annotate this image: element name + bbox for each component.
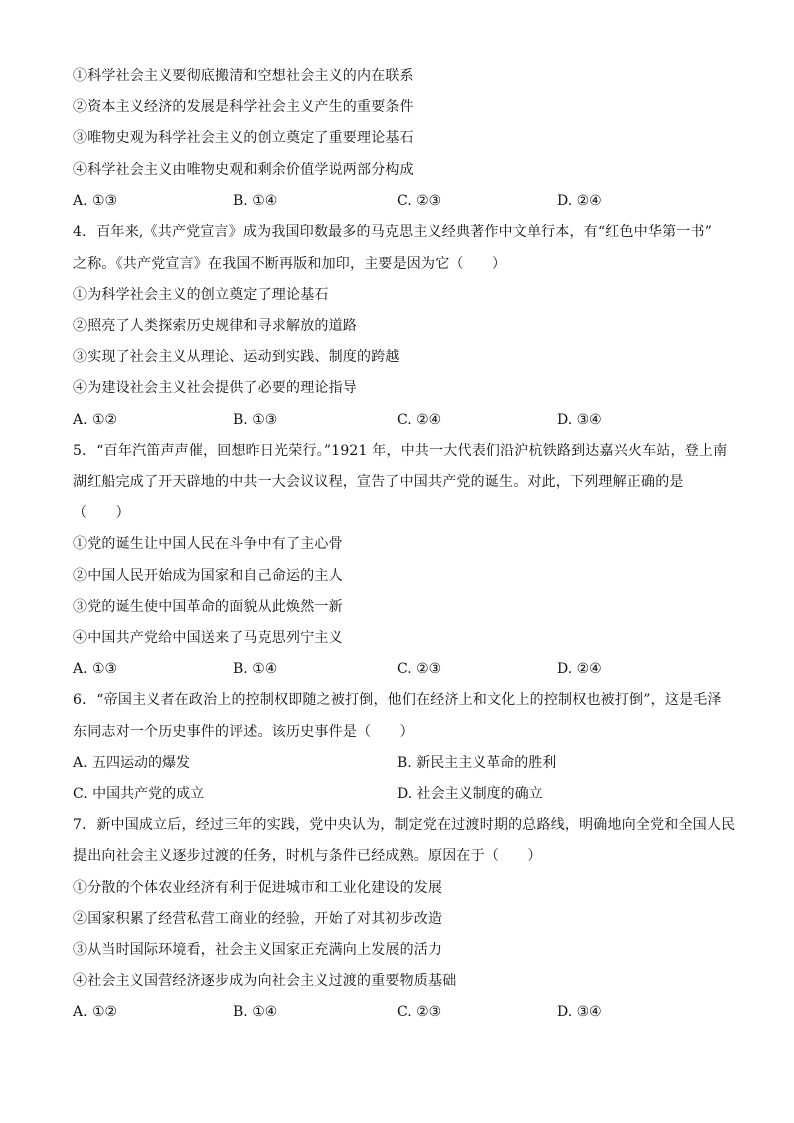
statement-3: ③从当时国际环境看，社会主义国家正充满向上发展的活力 <box>73 942 443 958</box>
statement-4: ④科学社会主义由唯物史观和剩余价值学说两部分构成 <box>73 162 414 178</box>
option-d[interactable]: D. ②④ <box>557 661 602 677</box>
statement-1: ①科学社会主义要彻底搬清和空想社会主义的内在联系 <box>73 68 414 84</box>
statement-3: ③唯物史观为科学社会主义的创立奠定了重要理论基石 <box>73 130 414 146</box>
option-a[interactable]: A. ①② <box>73 1004 118 1020</box>
question-5-line-1: 5．“百年汽笛声声催，回想昨日光荣行。”1921 年，中共一大代表们沿沪杭铁路到达嘉兴火车站，登上南 <box>73 443 728 459</box>
statement-4: ④为建设社会主义社会提供了必要的理论指导 <box>73 380 357 396</box>
option-c[interactable]: C. ②③ <box>397 1004 442 1020</box>
option-c[interactable]: C. ②③ <box>397 193 442 209</box>
statement-2: ②国家积累了经营私营工商业的经验，开始了对其初步改造 <box>73 911 443 927</box>
question-7-line-2: 提出向社会主义逐步过渡的任务，时机与条件已经成熟。原因在于（ ） <box>73 848 542 864</box>
statement-4: ④中国共产党给中国送来了马克思列宁主义 <box>73 630 343 646</box>
answer-options <box>73 410 733 430</box>
option-b[interactable]: B. ①④ <box>233 661 278 677</box>
answer-options <box>73 1002 733 1022</box>
statement-1: ①分散的个体农业经济有利于促进城市和工业化建设的发展 <box>73 880 443 896</box>
option-b[interactable]: B. 新民主主义革命的胜利 <box>397 755 557 771</box>
question-4-line-2: 之称。《共产党宣言》在我国不断再版和加印，主要是因为它（ ） <box>73 256 507 272</box>
statement-2: ②照亮了人类探索历史规律和寻求解放的道路 <box>73 318 357 334</box>
question-4-line-1: 4．百年来,《共产党宣言》成为我国印数最多的马克思主义经典著作中文单行本，有“红色中华第一书” <box>73 224 713 240</box>
statement-2: ②中国人民开始成为国家和自己命运的主人 <box>73 568 343 584</box>
option-d[interactable]: D. ②④ <box>557 193 602 209</box>
question-5-line-2: 湖红船完成了开天辟地的中共一大会议议程，宣告了中国共产党的诞生。对此，下列理解正确的是 <box>73 474 684 490</box>
statement-3: ③党的诞生使中国革命的面貌从此焕然一新 <box>73 599 343 615</box>
question-6-line-2: 东同志对一个历史事件的评述。该历史事件是（ ） <box>73 724 414 740</box>
option-a[interactable]: A. ①③ <box>73 193 118 209</box>
statement-2: ②资本主义经济的发展是科学社会主义产生的重要条件 <box>73 99 414 115</box>
option-b[interactable]: B. ①④ <box>233 193 278 209</box>
option-a[interactable]: A. ①③ <box>73 661 118 677</box>
option-d[interactable]: D. ③④ <box>557 1004 602 1020</box>
question-6-line-1: 6．“帝国主义者在政治上的控制权即随之被打倒，他们在经济上和文化上的控制权也被打倒”，这是毛泽 <box>73 692 722 708</box>
answer-options-row-1 <box>73 753 733 773</box>
option-a[interactable]: A. ①② <box>73 412 118 428</box>
statement-1: ①党的诞生让中国人民在斗争中有了主心骨 <box>73 536 343 552</box>
statement-4: ④社会主义国营经济逐步成为向社会主义过渡的重要物质基础 <box>73 973 457 989</box>
option-d[interactable]: D. 社会主义制度的确立 <box>397 786 543 802</box>
option-c[interactable]: C. 中国共产党的成立 <box>73 786 205 802</box>
answer-options-row-2 <box>73 784 733 804</box>
option-d[interactable]: D. ③④ <box>557 412 602 428</box>
question-7-line-1: 7．新中国成立后，经过三年的实践，党中央认为，制定党在过渡时期的总路线，明确地向全党和全国人民 <box>73 817 736 833</box>
option-c[interactable]: C. ②④ <box>397 412 442 428</box>
option-b[interactable]: B. ①④ <box>233 1004 278 1020</box>
option-a[interactable]: A. 五四运动的爆发 <box>73 755 191 771</box>
answer-options <box>73 659 733 679</box>
statement-1: ①为科学社会主义的创立奠定了理论基石 <box>73 287 329 303</box>
option-b[interactable]: B. ①③ <box>233 412 278 428</box>
question-5-line-3: （ ） <box>73 505 130 521</box>
statement-3: ③实现了社会主义从理论、运动到实践、制度的跨越 <box>73 349 400 365</box>
option-c[interactable]: C. ②③ <box>397 661 442 677</box>
answer-options <box>73 191 733 211</box>
